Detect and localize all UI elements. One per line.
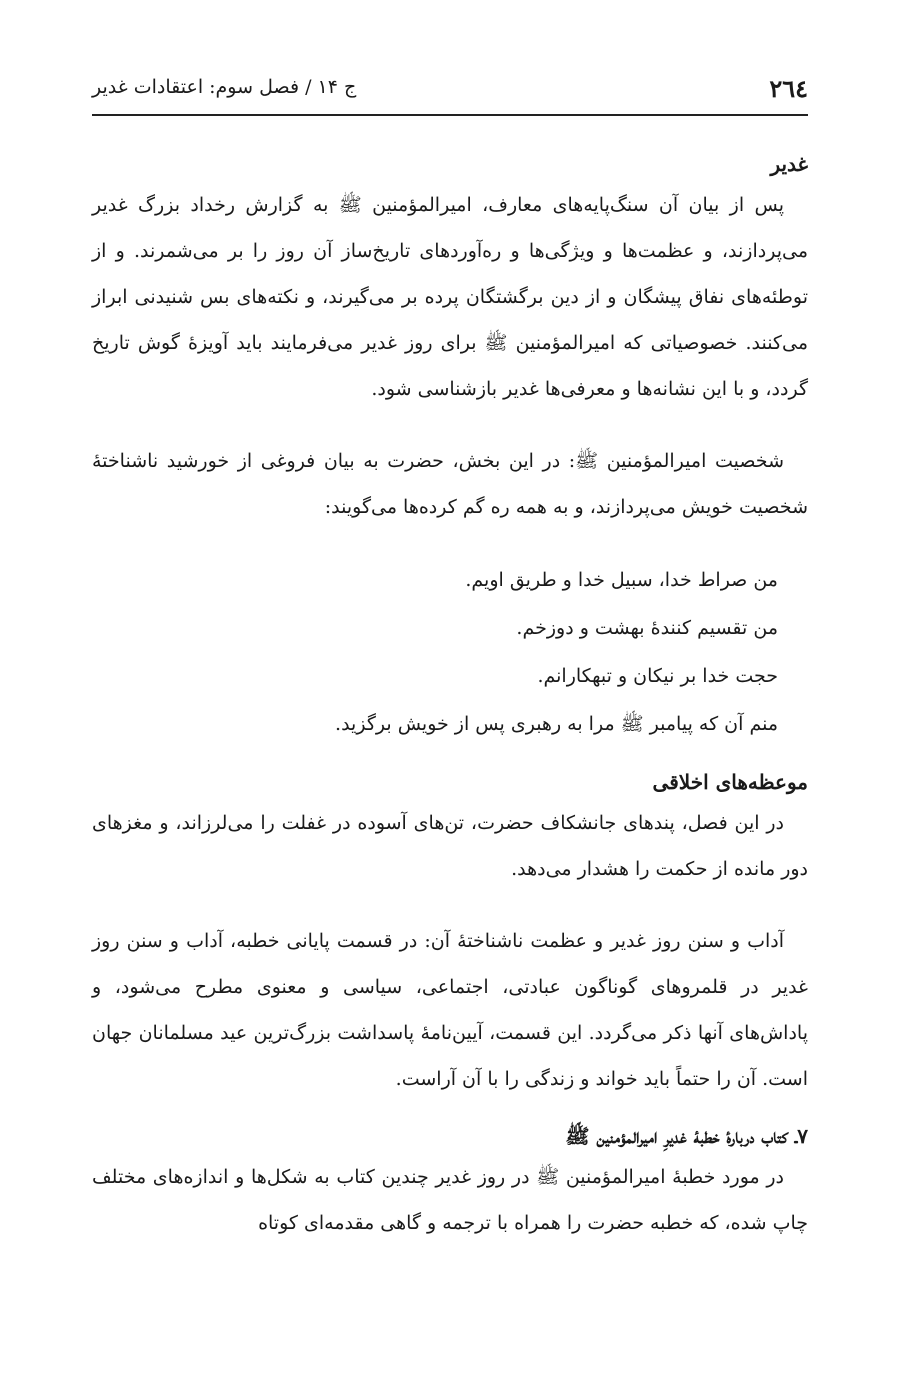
section-heading-books: ۷ـ کتاب دربارهٔ خطبهٔ غدیرِ امیرالمؤمنین ﷺ — [565, 1124, 808, 1148]
section-heading-ghadir: غدیر — [770, 152, 808, 176]
section-heading-moral-sermons: موعظه‌های اخلاقی — [652, 770, 808, 794]
paragraph: پس از بیان آن سنگ‌پایه‌های معارف، امیرالمؤمنین ﷺ به گزارش رخداد بزرگ غدیر می‌پردازند، و عظمت‌ها و ویژگی‌ها و ره‌آوردهای تاریخ‌ساز آن روز را بر می‌شمرند. و از توطئه‌های نفاق پیشگان و از دین برگشتگان پرده بر می‌گیرند، و نکته‌های بس شنیدنی ابراز می‌کنند. خصوصیاتی که امیرالمؤمنین ﷺ برای روز غدیر می‌فرمایند باید آویزهٔ گوش تاریخ گردد، و با این نشانه‌ها و معرفی‌ها غدیر بازشناسی شود. — [92, 194, 808, 400]
verse-line: من صراط خدا، سبیل خدا و طریق اویم. — [465, 569, 778, 591]
page-number: ۲٦٤ — [769, 74, 808, 103]
paragraph: شخصیت امیرالمؤمنین ﷺ: در این بخش، حضرت به بیان فروغی از خورشید ناشناختهٔ شخصیت خویش می‌پردازند، و به همه ره گم کرده‌ها می‌گویند: — [92, 450, 808, 518]
running-head: ج ۱۴ / فصل سوم: اعتقادات غدیر — [92, 76, 357, 98]
verse-list — [92, 556, 808, 748]
verse-line: من تقسیم کنندهٔ بهشت و دوزخم. — [516, 617, 778, 639]
page-content — [92, 146, 808, 1246]
paragraph: آداب و سنن روز غدیر و عظمت ناشناختهٔ آن: در قسمت پایانی خطبه، آداب و سنن روز غدیر در قلمروهای گوناگون عبادتی، اجتماعی، سیاسی و معنوی مطرح می‌شود، و پاداش‌های آنها ذکر می‌گردد. این قسمت، آیین‌نامهٔ پاسداشت بزرگ‌ترین عید مسلمانان جهان است. آن را حتماً باید خواند و زندگی را با آن آراست. — [92, 930, 808, 1090]
paragraph: در این فصل، پندهای جانشکاف حضرت، تن‌های آسوده در غفلت را می‌لرزاند، و مغزهای دور مانده از حکمت را هشدار می‌دهد. — [92, 812, 808, 880]
verse-line: حجت خدا بر نیکان و تبهکارانم. — [537, 665, 778, 687]
page-header — [92, 74, 808, 116]
verse-line: منم آن که پیامبر ﷺ مرا به رهبری پس از خویش برگزید. — [335, 713, 778, 735]
paragraph: در مورد خطبهٔ امیرالمؤمنین ﷺ در روز غدیر چندین کتاب به شکل‌ها و اندازه‌های مختلف چاپ شده، که خطبه حضرت را همراه با ترجمه و گاهی مقدمه‌ای کوتاه — [92, 1166, 808, 1234]
